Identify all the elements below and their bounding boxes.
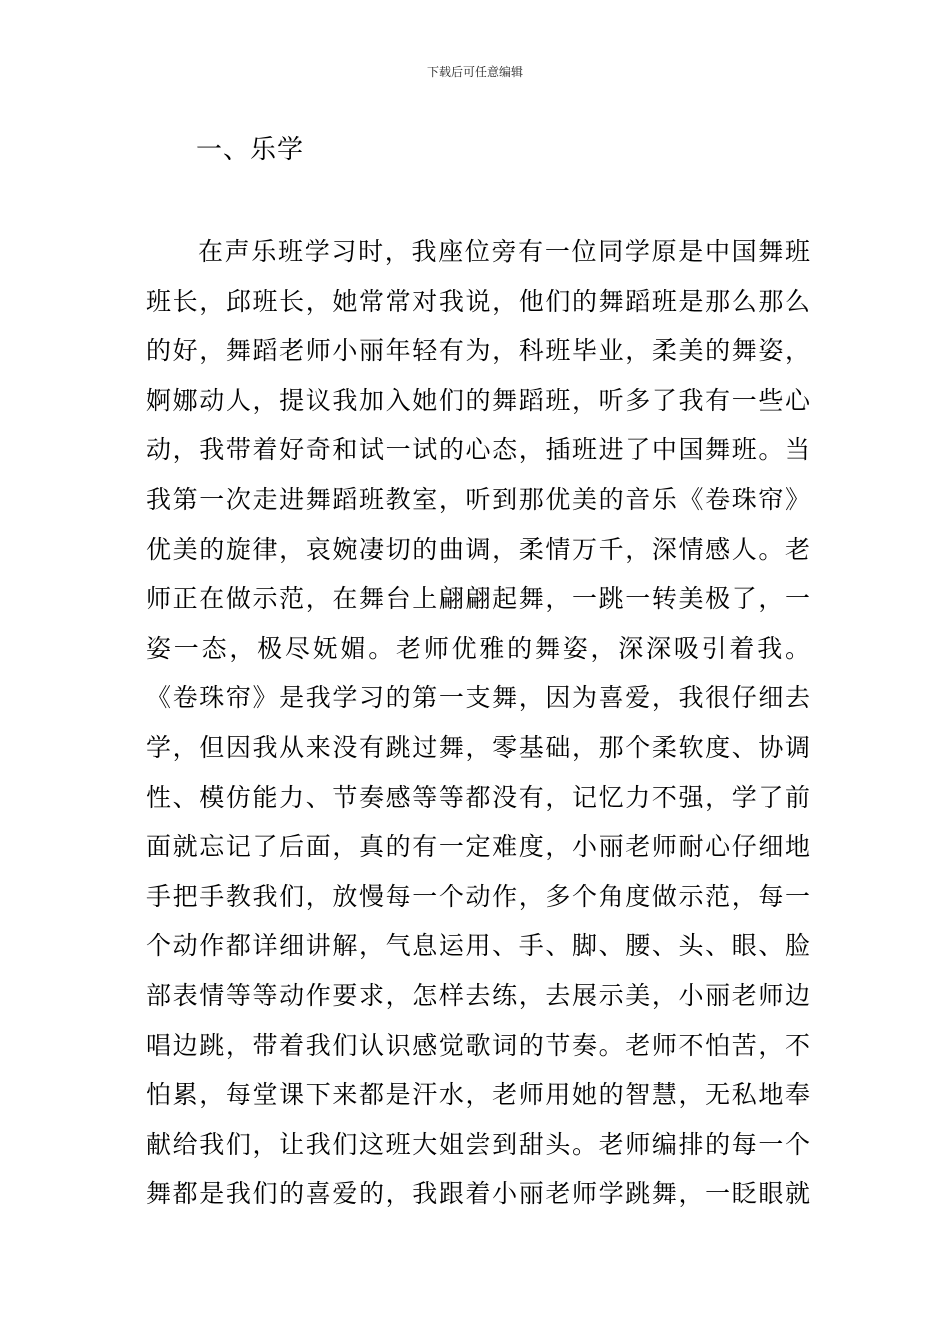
- paragraph-line: 唱边跳，带着我们认识感觉歌词的节奏。老师不怕苦，不: [146, 1030, 810, 1060]
- paragraph-line: 师正在做示范，在舞台上翩翩起舞，一跳一转美极了，一: [146, 584, 810, 614]
- section-heading: 一、乐学: [196, 135, 305, 165]
- paragraph-line: 优美的旋律，哀婉凄切的曲调，柔情万千，深情感人。老: [146, 534, 810, 564]
- paragraph-line: 动，我带着好奇和试一试的心态，插班进了中国舞班。当: [146, 435, 810, 465]
- paragraph-line: 部表情等等动作要求，怎样去练，去展示美，小丽老师边: [146, 980, 810, 1010]
- paragraph-line: 舞都是我们的喜爱的，我跟着小丽老师学跳舞，一眨眼就: [146, 1179, 810, 1209]
- paragraph-line: 的好，舞蹈老师小丽年轻有为，科班毕业，柔美的舞姿，: [146, 336, 810, 366]
- paragraph-line: 在声乐班学习时，我座位旁有一位同学原是中国舞班: [198, 237, 810, 266]
- paragraph-line: 面就忘记了后面，真的有一定难度，小丽老师耐心仔细地: [146, 832, 810, 862]
- paragraph-line: 学，但因我从来没有跳过舞，零基础，那个柔软度、协调: [146, 732, 810, 762]
- paragraph-line: 班长，邱班长，她常常对我说，他们的舞蹈班是那么那么: [146, 286, 810, 316]
- paragraph-line: 姿一态，极尽妩媚。老师优雅的舞姿，深深吸引着我。: [146, 633, 810, 663]
- header-note: 下载后可任意编辑: [426, 65, 523, 79]
- paragraph-line: 性、模仿能力、节奏感等等都没有，记忆力不强，学了前: [146, 782, 810, 812]
- body-paragraph: [146, 227, 810, 1219]
- paragraph-line: 献给我们，让我们这班大姐尝到甜头。老师编排的每一个: [146, 1129, 810, 1159]
- paragraph-line: 婀娜动人，提议我加入她们的舞蹈班，听多了我有一些心: [146, 385, 810, 415]
- paragraph-line: 怕累，每堂课下来都是汗水，老师用她的智慧，无私地奉: [146, 1080, 810, 1110]
- paragraph-line: 我第一次走进舞蹈班教室，听到那优美的音乐《卷珠帘》: [146, 484, 810, 514]
- paragraph-line: 个动作都详细讲解，气息运用、手、脚、腰、头、眼、脸: [146, 931, 810, 961]
- paragraph-line: 手把手教我们，放慢每一个动作，多个角度做示范，每一: [146, 881, 810, 911]
- paragraph-line: 《卷珠帘》是我学习的第一支舞，因为喜爱，我很仔细去: [146, 683, 810, 713]
